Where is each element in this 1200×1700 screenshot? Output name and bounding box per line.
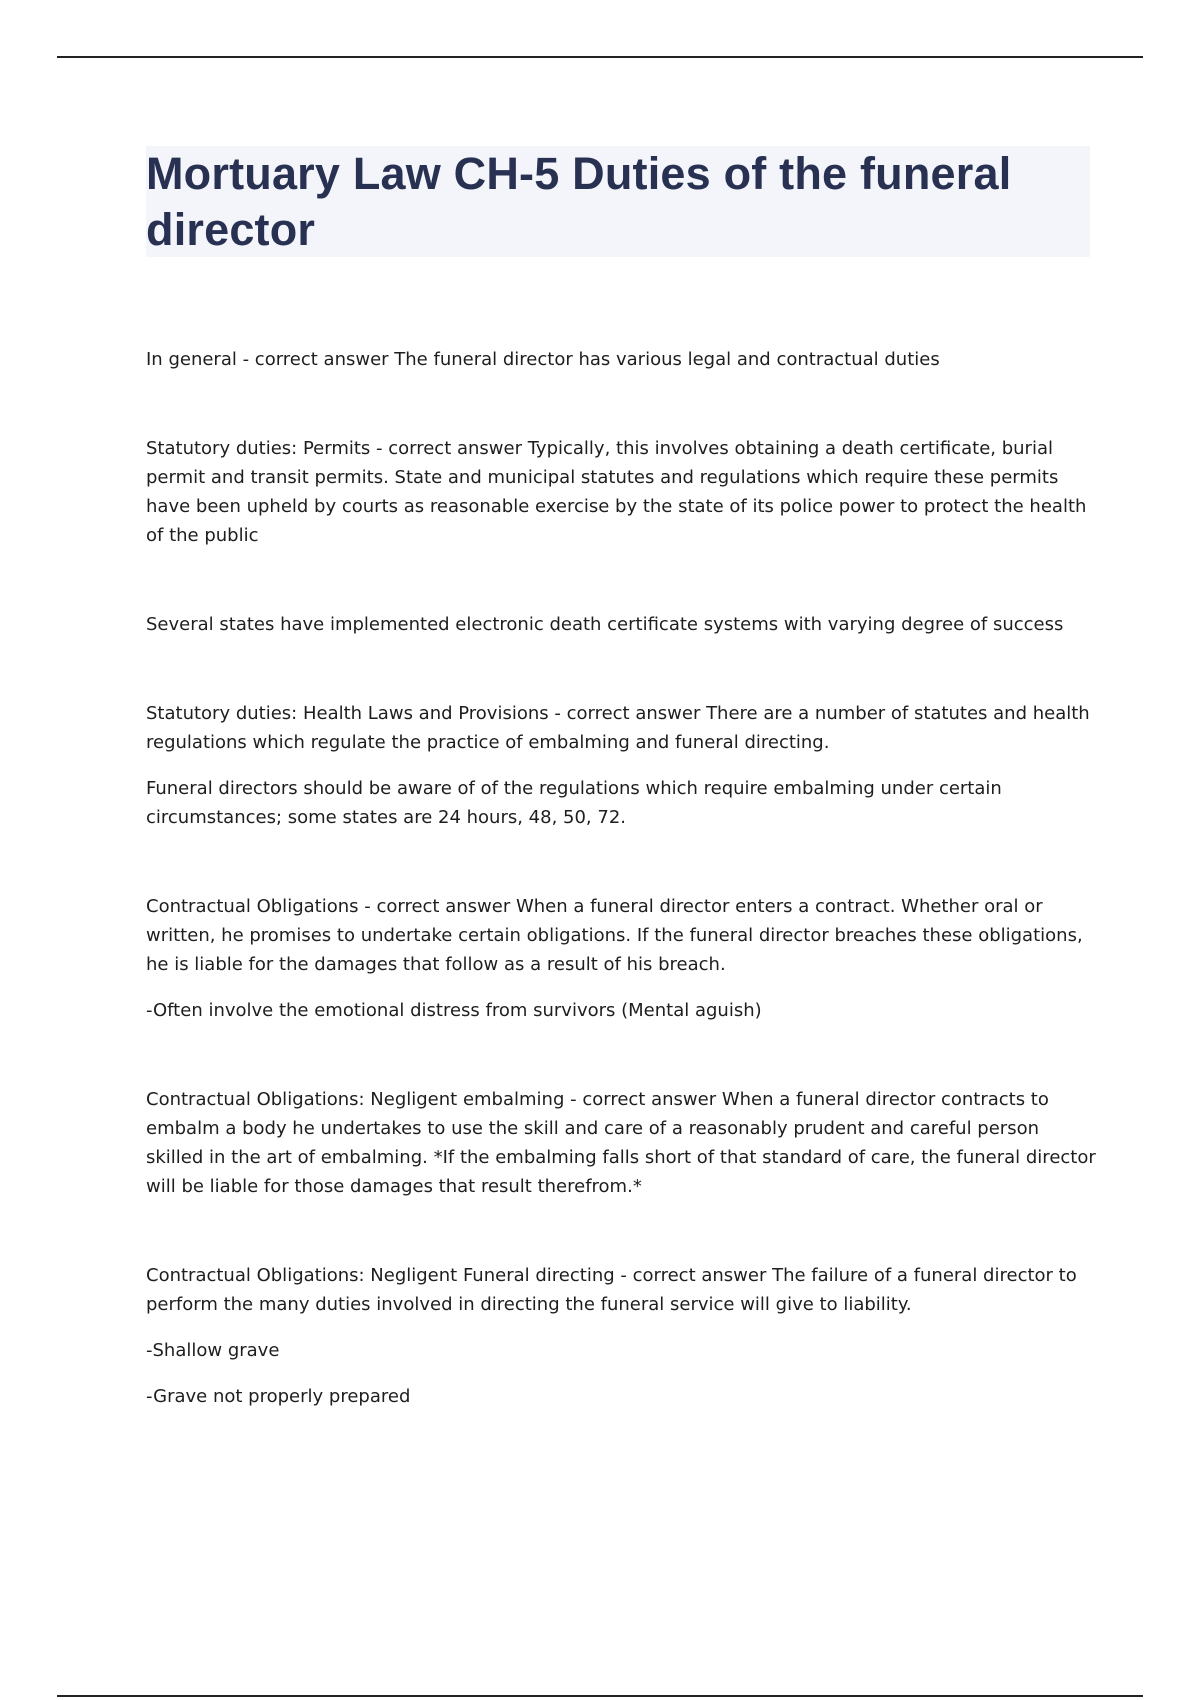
answer-text: Typically, this involves obtaining a death certificate, burial permit and transit permits. State and municipal statutes and regulations which require these permits have been upheld by courts as reasonable exercise by the state of its police power to protect the health of the public [146, 438, 1087, 546]
qa-card [146, 699, 1096, 832]
answer-extra-paragraph: -Often involve the emotional distress from survivors (Mental aguish) [146, 1000, 762, 1021]
qa-card [146, 434, 1096, 550]
header-rule [57, 56, 1143, 58]
qa-card [146, 1085, 1096, 1201]
title-block [146, 146, 1090, 257]
answer-separator: - correct answer [358, 896, 516, 917]
qa-card [146, 345, 1096, 374]
answer-separator: - correct answer [564, 1089, 722, 1110]
answer-text: When a funeral director enters a contract. Whether oral or written, he promises to undertake certain obligations. If the funeral director breaches these obligations, he is liable for the damages that follow as a result of his breach. [146, 896, 1083, 975]
footer-rule [57, 1695, 1143, 1697]
qa-card [146, 892, 1096, 1025]
answer-extra-paragraph: Funeral directors should be aware of of the regulations which require embalming under certain circumstances; some states are 24 hours, 48, 50, 72. [146, 778, 1002, 828]
answer-separator: - correct answer [236, 349, 395, 370]
qa-card [146, 1261, 1096, 1411]
answer-text: There are a number of statutes and health regulations which regulate the practice of embalming and funeral directing. [146, 703, 1090, 753]
answer-text: The failure of a funeral director to perform the many duties involved in directing the funeral service will give to liability. [146, 1265, 1077, 1315]
page-title: Mortuary Law CH-5 Duties of the funeral director [146, 148, 1012, 255]
answer-text: When a funeral director contracts to embalm a body he undertakes to use the skill and care of a reasonably prudent and careful person skilled in the art of embalming. *If the embalming falls short of that standard of care, the funeral director will be liable for those damages that result therefrom.* [146, 1089, 1096, 1197]
note-card [146, 610, 1096, 639]
question-text: Contractual Obligations: Negligent Funeral directing [146, 1265, 615, 1286]
qa-paragraph [146, 892, 1096, 979]
qa-paragraph [146, 345, 1096, 374]
answer-separator: - correct answer [370, 438, 528, 459]
question-text: Statutory duties: Permits [146, 438, 371, 459]
answer-extra-paragraph: -Grave not properly prepared [146, 1386, 411, 1407]
question-text: Contractual Obligations [146, 896, 359, 917]
answer-separator: - correct answer [548, 703, 707, 724]
qa-paragraph [146, 699, 1096, 757]
question-text: Contractual Obligations: Negligent embalming [146, 1089, 565, 1110]
document-body [146, 345, 1096, 1471]
answer-extra-paragraph: -Shallow grave [146, 1340, 280, 1361]
qa-paragraph [146, 1261, 1096, 1319]
answer-separator: - correct answer [614, 1265, 773, 1286]
note-paragraph: Several states have implemented electronic death certificate systems with varying degree of success [146, 614, 1064, 635]
qa-paragraph [146, 434, 1096, 550]
question-text: In general [146, 349, 237, 370]
question-text: Statutory duties: Health Laws and Provisions [146, 703, 549, 724]
qa-paragraph [146, 1085, 1096, 1201]
answer-text: The funeral director has various legal and contractual duties [394, 349, 940, 370]
